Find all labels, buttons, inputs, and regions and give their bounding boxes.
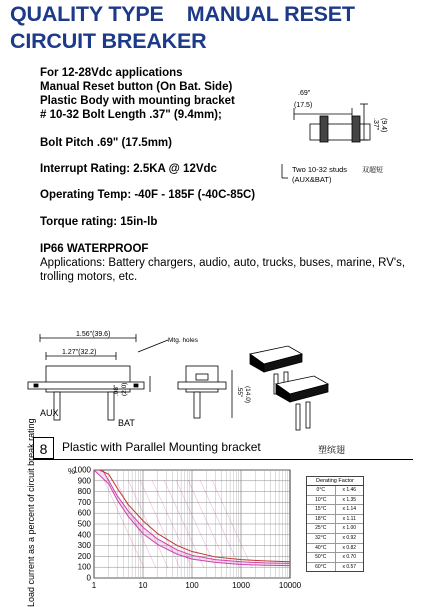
- spec-voltage: For 12-28Vdc applications: [40, 67, 183, 79]
- dim-bracket-mm: (2.0): [121, 382, 128, 396]
- derating-factor: x 0.82: [342, 544, 357, 551]
- mtg-holes-label: Mtg. holes: [168, 337, 198, 344]
- x-tick-label: 1: [91, 581, 97, 590]
- stud-drawing: [280, 86, 420, 196]
- dim-bracket-in: .08": [113, 384, 120, 396]
- derating-factor: x 1.35: [342, 496, 357, 503]
- derating-temp: 25°C: [307, 524, 336, 533]
- derating-row: [307, 486, 363, 496]
- dim-hole-spacing: 1.27"(32.2): [62, 349, 97, 356]
- spec-ip: IP66 WATERPROOF: [40, 243, 149, 255]
- derating-factor: x 0.70: [342, 554, 357, 561]
- derating-title: Derating Factor: [307, 477, 363, 486]
- spec-bolt-pitch: Bolt Pitch .69" (17.5mm): [40, 137, 172, 149]
- spec-torque: Torque rating: 15in-lb: [40, 216, 158, 228]
- derating-factor: x 1.14: [342, 506, 357, 513]
- derating-temp: 0°C: [307, 486, 336, 495]
- y-tick-label: 1000: [73, 465, 91, 475]
- spec-temp: Operating Temp: -40F - 185F (-40C-85C): [40, 189, 256, 201]
- y-tick-label: 300: [77, 541, 91, 551]
- derating-temp: 18°C: [307, 515, 336, 524]
- page-title-line1: QUALITY TYPE MANUAL RESET: [10, 2, 355, 26]
- derating-row: [307, 534, 363, 544]
- derating-factor: x 0.92: [342, 534, 357, 541]
- derating-row: [307, 505, 363, 515]
- section-number: 8: [33, 437, 54, 459]
- derating-temp: 50°C: [307, 553, 336, 562]
- derating-factor: x 1.46: [342, 487, 357, 493]
- derating-row: [307, 563, 363, 572]
- y-tick-label: 400: [77, 530, 91, 540]
- bat-label: BAT: [118, 418, 135, 428]
- dim-len-in: .37": [372, 118, 379, 131]
- derating-row: [307, 524, 363, 534]
- page-title-line2: CIRCUIT BREAKER: [10, 29, 207, 53]
- spec-applications-1: Applications: Battery chargers, audio, auto, trucks, buses, marine, RV's,: [40, 257, 406, 269]
- section-title: Plastic with Parallel Mounting bracket: [62, 440, 261, 454]
- trip-curve-chart: [46, 462, 306, 600]
- spec-applications-2: trolling motors, etc.: [40, 271, 138, 283]
- aux-label: AUX: [40, 408, 59, 418]
- y-tick-label: 100: [77, 562, 91, 572]
- stud-note: Two 10-32 studs: [292, 165, 348, 174]
- derating-table: [306, 476, 364, 572]
- derating-temp: 40°C: [307, 544, 336, 553]
- y-tick-label: 500: [77, 519, 91, 529]
- spec-bolt-length: # 10-32 Bolt Length .37" (9.4mm);: [40, 109, 222, 121]
- x-tick-label: 10000: [278, 581, 302, 590]
- derating-row: [307, 553, 363, 563]
- derating-temp: 10°C: [307, 496, 336, 505]
- chart-ylabel: Load current as a percent of circuit break rating: [26, 418, 36, 607]
- y-tick-label: 900: [77, 476, 91, 486]
- spec-reset: Manual Reset button (On Bat. Side): [40, 81, 233, 93]
- y-tick-label: 0: [86, 573, 91, 583]
- breaker-drawings: [20, 326, 420, 436]
- stud-note-2: (AUX&BAT): [292, 175, 332, 184]
- x-tick-label: 1000: [232, 581, 250, 590]
- dim-pitch-mm: (17.5): [294, 102, 313, 109]
- dim-len-mm: (9.4): [380, 118, 387, 133]
- y-tick-label: 200: [77, 551, 91, 561]
- derating-temp: 60°C: [307, 563, 336, 572]
- y-tick-label: 800: [77, 487, 91, 497]
- y-tick-label: 600: [77, 508, 91, 518]
- y-tick-label: 700: [77, 497, 91, 507]
- dim-overall: 1.56"(39.6): [76, 331, 111, 338]
- spec-body: Plastic Body with mounting bracket: [40, 95, 235, 107]
- dim-height-mm: (14.0): [244, 386, 251, 403]
- y-unit-label: %: [68, 467, 76, 476]
- derating-temp: 32°C: [307, 534, 336, 543]
- derating-factor: x 1.00: [342, 525, 357, 532]
- section-cjk: 塑缤翅: [318, 445, 346, 455]
- derating-temp: 15°C: [307, 505, 336, 514]
- x-tick-label: 100: [185, 581, 199, 590]
- derating-factor: x 0.57: [342, 563, 357, 570]
- stud-note-cjk: 双超短: [362, 167, 383, 174]
- derating-row: [307, 515, 363, 525]
- dim-pitch-in: .69": [298, 90, 311, 97]
- x-tick-label: 10: [138, 581, 148, 590]
- dim-height-in: .55": [236, 386, 243, 398]
- derating-row: [307, 544, 363, 554]
- spec-interrupt: Interrupt Rating: 2.5KA @ 12Vdc: [40, 163, 217, 175]
- derating-factor: x 1.11: [342, 515, 356, 522]
- derating-row: [307, 496, 363, 506]
- section-divider: [33, 459, 413, 460]
